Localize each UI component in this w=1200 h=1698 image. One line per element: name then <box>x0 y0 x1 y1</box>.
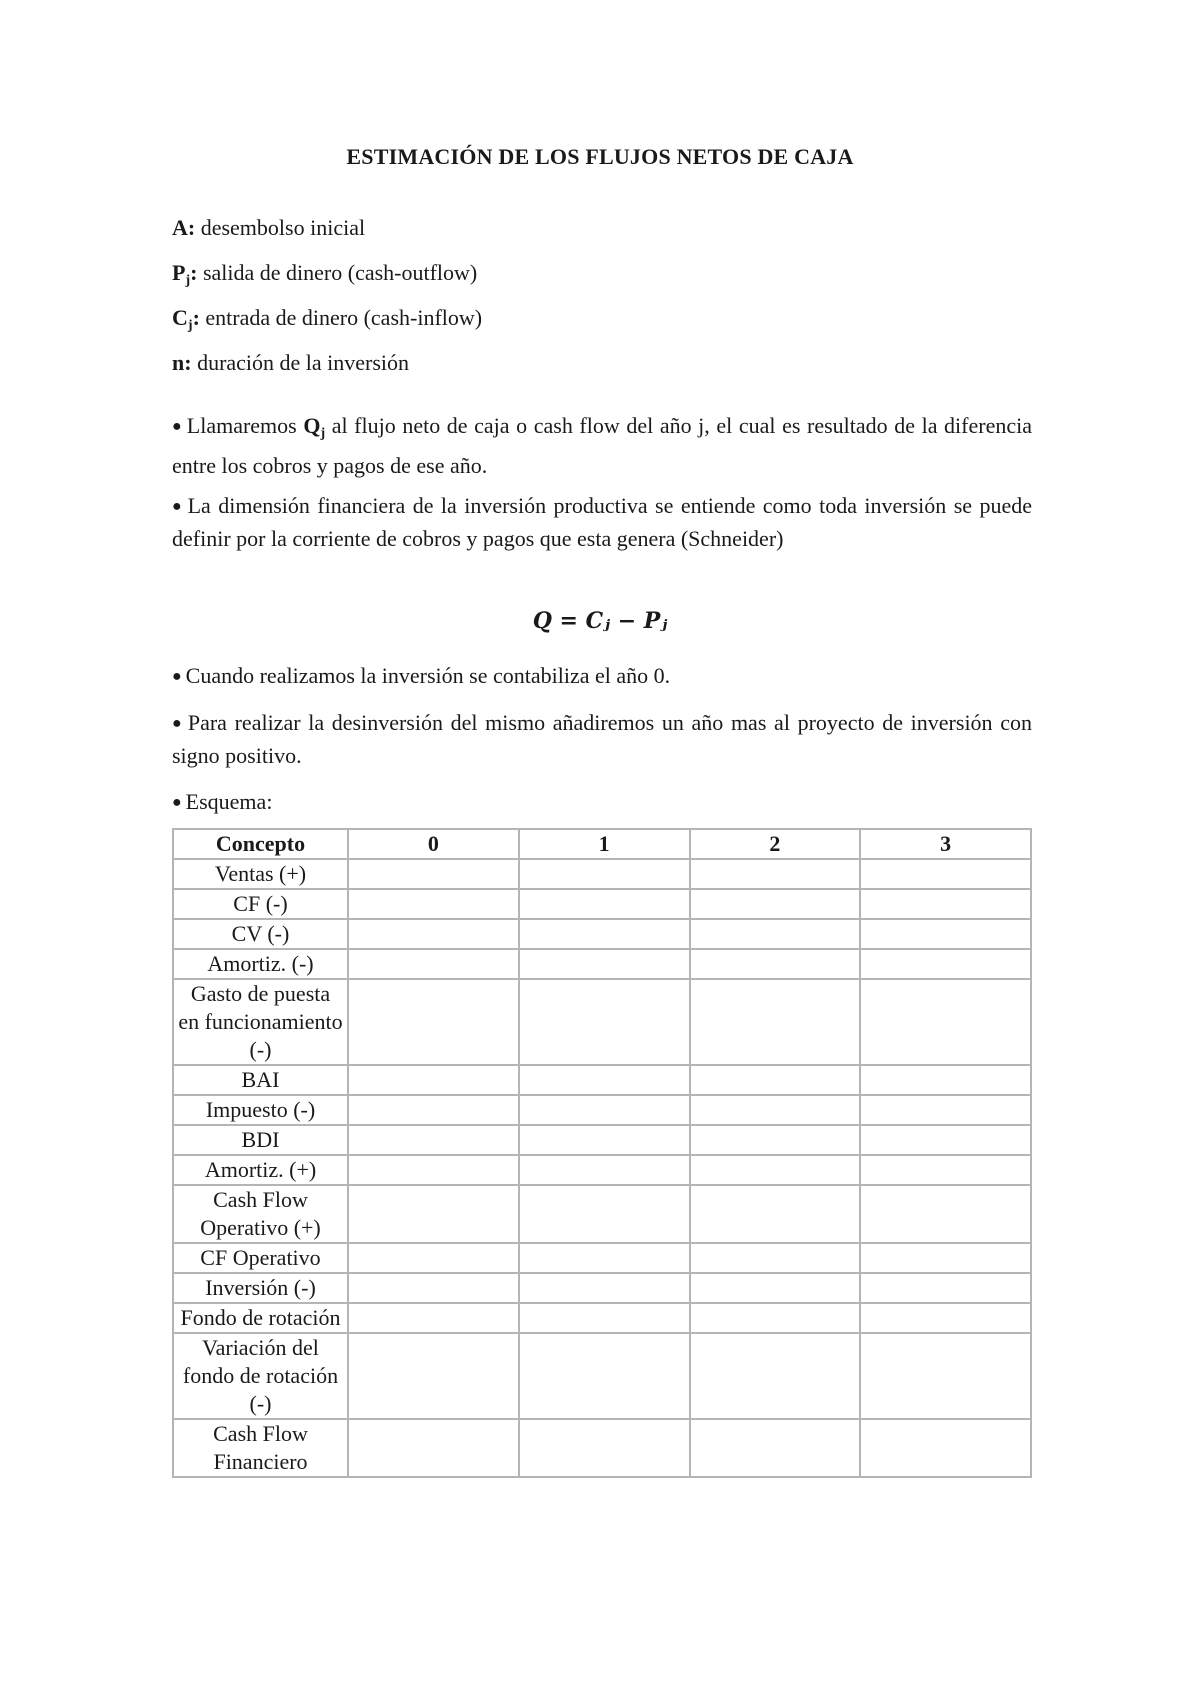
bullet-paragraph: ● Llamaremos $Q_j$ al flujo neto de caja o cash flow del año j, el cual es resultado de la diferencia entre los cobros y pagos de ese año. <box>172 413 1032 478</box>
concept-cell: Ventas (+) <box>173 859 348 889</box>
empty-cell <box>690 1065 861 1095</box>
bullet-icon: ● <box>172 668 182 685</box>
empty-cell <box>519 1333 690 1419</box>
concept-cell: Cash Flow Operativo (+) <box>173 1185 348 1243</box>
empty-cell <box>690 1095 861 1125</box>
empty-cell <box>860 1185 1031 1243</box>
empty-cell <box>519 1095 690 1125</box>
empty-cell <box>348 1185 519 1243</box>
concept-cell: Inversión (-) <box>173 1273 348 1303</box>
empty-cell <box>690 1273 861 1303</box>
table-header-cell: 3 <box>860 829 1031 859</box>
empty-cell <box>519 1419 690 1477</box>
bullet-paragraph: ● Cuando realizamos la inversión se contabiliza el año 0. <box>172 663 671 688</box>
empty-cell <box>860 1095 1031 1125</box>
table-row <box>173 1125 1031 1155</box>
concept-cell: BAI <box>173 1065 348 1095</box>
empty-cell <box>519 1273 690 1303</box>
empty-cell <box>519 949 690 979</box>
empty-cell <box>690 1243 861 1273</box>
empty-cell <box>519 859 690 889</box>
empty-cell <box>348 1155 519 1185</box>
concept-cell: Variación del fondo de rotación (-) <box>173 1333 348 1419</box>
empty-cell <box>860 949 1031 979</box>
empty-cell <box>348 949 519 979</box>
table-header-cell: Concepto <box>173 829 348 859</box>
empty-cell <box>519 1185 690 1243</box>
empty-cell <box>860 859 1031 889</box>
empty-cell <box>690 979 861 1065</box>
empty-cell <box>348 1125 519 1155</box>
empty-cell <box>860 1243 1031 1273</box>
bullet-paragraph: ● La dimensión financiera de la inversión productiva se entiende como toda inversión se puede definir por la corriente de cobros y pagos que esta genera (Schneider) <box>172 493 1032 551</box>
table-row <box>173 889 1031 919</box>
empty-cell <box>860 1065 1031 1095</box>
empty-cell <box>348 1419 519 1477</box>
concept-cell: Gasto de puesta en funcionamiento (-) <box>173 979 348 1065</box>
definition-item <box>172 302 1032 347</box>
empty-cell <box>348 1243 519 1273</box>
definitions-list <box>172 212 1032 392</box>
empty-cell <box>690 859 861 889</box>
empty-cell <box>860 1125 1031 1155</box>
table-header-cell: 0 <box>348 829 519 859</box>
definition-text: entrada de dinero (cash-inflow) <box>199 305 483 330</box>
table-header-cell: 2 <box>690 829 861 859</box>
definition-text: duración de la inversión <box>191 350 410 375</box>
empty-cell <box>348 1303 519 1333</box>
table-row <box>173 1243 1031 1273</box>
empty-cell <box>348 1095 519 1125</box>
table-row <box>173 1419 1031 1477</box>
empty-cell <box>690 889 861 919</box>
empty-cell <box>519 1303 690 1333</box>
empty-cell <box>860 1303 1031 1333</box>
table-row <box>173 1095 1031 1125</box>
bullet-icon: ● <box>172 498 184 515</box>
empty-cell <box>690 949 861 979</box>
definition-symbol: A: <box>172 215 196 240</box>
empty-cell <box>690 1303 861 1333</box>
table-row <box>173 1333 1031 1419</box>
definition-text: desembolso inicial <box>195 215 366 240</box>
bullet-icon: ● <box>172 715 184 732</box>
term-q: $Q_j$ <box>303 413 326 441</box>
definition-item <box>172 257 1032 302</box>
definition-symbol: $C_j$: <box>172 305 200 333</box>
table-header-cell: 1 <box>519 829 690 859</box>
empty-cell <box>519 1243 690 1273</box>
empty-cell <box>860 1419 1031 1477</box>
concept-cell: Amortiz. (+) <box>173 1155 348 1185</box>
empty-cell <box>519 919 690 949</box>
concept-cell: Amortiz. (-) <box>173 949 348 979</box>
empty-cell <box>690 1419 861 1477</box>
concept-cell: Fondo de rotación <box>173 1303 348 1333</box>
bullet-paragraph: ● Esquema: <box>172 789 273 814</box>
table-row <box>173 1155 1031 1185</box>
empty-cell <box>348 1065 519 1095</box>
empty-cell <box>519 979 690 1065</box>
empty-cell <box>690 1185 861 1243</box>
bullet-icon: ● <box>172 418 183 435</box>
empty-cell <box>519 1155 690 1185</box>
empty-cell <box>348 859 519 889</box>
bullet-paragraph: ● Para realizar la desinversión del mismo añadiremos un año mas al proyecto de inversión con signo positivo. <box>172 710 1032 768</box>
cash-flow-table <box>172 828 1032 1478</box>
table-header-row <box>173 829 1031 859</box>
empty-cell <box>690 919 861 949</box>
empty-cell <box>690 1125 861 1155</box>
definition-item <box>172 212 1032 257</box>
empty-cell <box>348 889 519 919</box>
concept-cell: CF Operativo <box>173 1243 348 1273</box>
empty-cell <box>690 1333 861 1419</box>
table-row <box>173 979 1031 1065</box>
table-row <box>173 1273 1031 1303</box>
empty-cell <box>348 1273 519 1303</box>
table-row <box>173 1065 1031 1095</box>
table-row <box>173 859 1031 889</box>
empty-cell <box>860 889 1031 919</box>
definition-text: salida de dinero (cash-outflow) <box>197 260 478 285</box>
concept-cell: Cash Flow Financiero <box>173 1419 348 1477</box>
empty-cell <box>348 919 519 949</box>
table-row <box>173 1185 1031 1243</box>
empty-cell <box>348 979 519 1065</box>
concept-cell: CF (-) <box>173 889 348 919</box>
concept-cell: Impuesto (-) <box>173 1095 348 1125</box>
concept-cell: CV (-) <box>173 919 348 949</box>
page-title: ESTIMACIÓN DE LOS FLUJOS NETOS DE CAJA <box>346 144 854 169</box>
empty-cell <box>860 1333 1031 1419</box>
concept-cell: BDI <box>173 1125 348 1155</box>
table-row <box>173 1303 1031 1333</box>
definition-symbol: $P_j$: <box>172 260 198 288</box>
empty-cell <box>860 979 1031 1065</box>
empty-cell <box>348 1333 519 1419</box>
definition-symbol: n: <box>172 350 192 375</box>
table-row <box>173 919 1031 949</box>
empty-cell <box>860 1273 1031 1303</box>
bullet-icon: ● <box>172 794 182 811</box>
definition-item <box>172 347 1032 392</box>
empty-cell <box>690 1155 861 1185</box>
formula: Q = Cⱼ − Pⱼ <box>532 608 668 634</box>
empty-cell <box>519 889 690 919</box>
empty-cell <box>860 919 1031 949</box>
empty-cell <box>519 1065 690 1095</box>
empty-cell <box>519 1125 690 1155</box>
table-row <box>173 949 1031 979</box>
empty-cell <box>860 1155 1031 1185</box>
